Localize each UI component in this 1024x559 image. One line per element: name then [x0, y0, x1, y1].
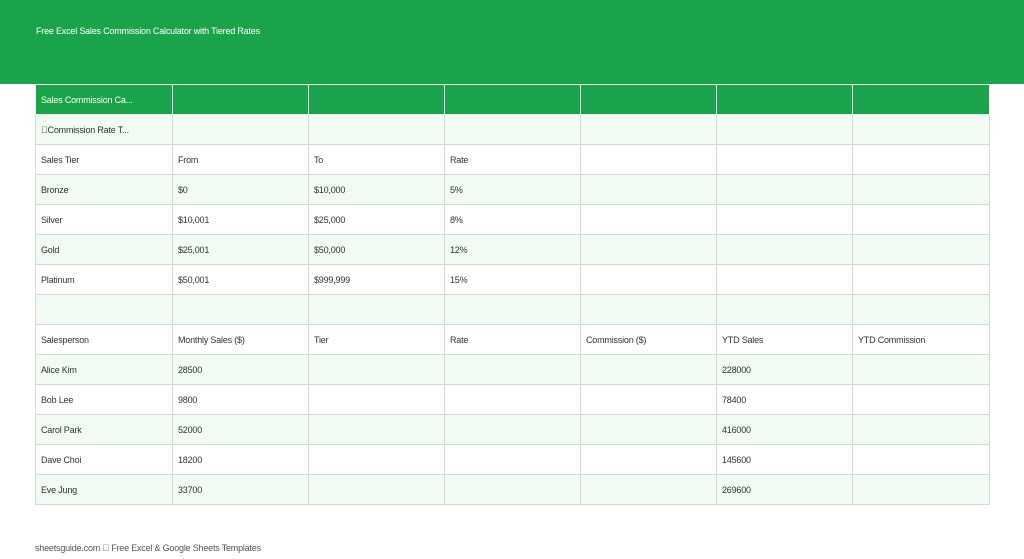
- sheet-cell[interactable]: 78400: [717, 385, 853, 415]
- sheet-row: [36, 475, 990, 505]
- sheet-cell[interactable]: [717, 265, 853, 295]
- sheet-cell[interactable]: Monthly Sales ($): [173, 325, 309, 355]
- sheet-cell[interactable]: $10,000: [309, 175, 445, 205]
- sheet-cell[interactable]: 8%: [445, 205, 581, 235]
- sheet-cell[interactable]: Bronze: [36, 175, 173, 205]
- sheet-cell[interactable]: 33700: [173, 475, 309, 505]
- sheet-cell[interactable]: 9800: [173, 385, 309, 415]
- sheet-cell[interactable]: [853, 415, 990, 445]
- sheet-cell[interactable]: [445, 85, 581, 115]
- sheet-cell[interactable]: 228000: [717, 355, 853, 385]
- sheet-cell[interactable]: [581, 145, 717, 175]
- page-title: Free Excel Sales Commission Calculator with Tiered Rates: [36, 26, 260, 36]
- sheet-row: [36, 235, 990, 265]
- sheet-body: [36, 85, 990, 505]
- sheet-cell[interactable]: Silver: [36, 205, 173, 235]
- sheet-cell[interactable]: [309, 355, 445, 385]
- sheet-cell[interactable]: Tier: [309, 325, 445, 355]
- sheet-cell[interactable]: [717, 205, 853, 235]
- sheet-row: [36, 205, 990, 235]
- sheet-cell[interactable]: [717, 295, 853, 325]
- title-banner: [0, 0, 1024, 84]
- sheet-cell[interactable]: [309, 85, 445, 115]
- sheet-cell[interactable]: Rate: [445, 145, 581, 175]
- sheet-row: [36, 265, 990, 295]
- sheet-cell[interactable]: Platinum: [36, 265, 173, 295]
- sheet-cell[interactable]: 5%: [445, 175, 581, 205]
- sheet-cell[interactable]: [717, 115, 853, 145]
- sheet-cell[interactable]:  Commission Rate T...: [36, 115, 173, 145]
- sheet-cell[interactable]: Carol Park: [36, 415, 173, 445]
- sheet-cell[interactable]: [581, 85, 717, 115]
- sheet-cell[interactable]: [445, 445, 581, 475]
- sheet-cell[interactable]: $999,999: [309, 265, 445, 295]
- sheet-cell[interactable]: [853, 205, 990, 235]
- sheet-cell[interactable]: Alice Kim: [36, 355, 173, 385]
- sheet-row: [36, 415, 990, 445]
- sheet-cell[interactable]: 12%: [445, 235, 581, 265]
- sheet-cell[interactable]: [717, 175, 853, 205]
- sheet-cell[interactable]: Rate: [445, 325, 581, 355]
- sheet-cell[interactable]: [717, 235, 853, 265]
- sheet-cell[interactable]: [581, 355, 717, 385]
- sheet-cell[interactable]: Gold: [36, 235, 173, 265]
- sheet-cell[interactable]: [36, 295, 173, 325]
- sheet-cell[interactable]: [853, 145, 990, 175]
- sheet-cell[interactable]: [309, 385, 445, 415]
- sheet-cell[interactable]: $25,001: [173, 235, 309, 265]
- sheet-cell[interactable]: Bob Lee: [36, 385, 173, 415]
- sheet-cell[interactable]: Sales Tier: [36, 145, 173, 175]
- sheet-header-row: [36, 85, 990, 115]
- sheet-cell[interactable]: 18200: [173, 445, 309, 475]
- sheet-cell[interactable]: [853, 385, 990, 415]
- sheet-cell[interactable]: YTD Sales: [717, 325, 853, 355]
- sheet-cell[interactable]: Salesperson: [36, 325, 173, 355]
- sheet-cell[interactable]: [853, 235, 990, 265]
- sheet-cell[interactable]: [309, 475, 445, 505]
- sheet-cell[interactable]: [853, 355, 990, 385]
- sheet-cell[interactable]: 15%: [445, 265, 581, 295]
- sheet-row: [36, 175, 990, 205]
- sheet-cell[interactable]: [581, 445, 717, 475]
- spreadsheet-grid: [35, 84, 990, 505]
- sheet-cell[interactable]: $25,000: [309, 205, 445, 235]
- sheet-cell[interactable]: [581, 385, 717, 415]
- sheet-row: [36, 355, 990, 385]
- sheet-cell[interactable]: 28500: [173, 355, 309, 385]
- sheet-cell[interactable]: [581, 415, 717, 445]
- sheet-cell[interactable]: [309, 115, 445, 145]
- sheet-cell[interactable]: Eve Jung: [36, 475, 173, 505]
- sheet-row: [36, 325, 990, 355]
- sheet-cell[interactable]: 52000: [173, 415, 309, 445]
- sheet-cell[interactable]: Commission ($): [581, 325, 717, 355]
- sheet-cell[interactable]: [445, 115, 581, 145]
- sheet-cell[interactable]: [445, 475, 581, 505]
- sheet-cell[interactable]: [853, 115, 990, 145]
- sheet-row: [36, 295, 990, 325]
- sheet-cell[interactable]: 145600: [717, 445, 853, 475]
- sheet-cell[interactable]: [853, 475, 990, 505]
- sheet-cell[interactable]: $50,001: [173, 265, 309, 295]
- sheet-cell[interactable]: [717, 145, 853, 175]
- sheet-cell[interactable]: [445, 295, 581, 325]
- sheet-cell[interactable]: 416000: [717, 415, 853, 445]
- sheet-cell[interactable]: $50,000: [309, 235, 445, 265]
- sheet-cell[interactable]: [581, 115, 717, 145]
- sheet-row: [36, 145, 990, 175]
- sheet-cell[interactable]: From: [173, 145, 309, 175]
- sheet-cell[interactable]: [173, 115, 309, 145]
- sheet-row: [36, 445, 990, 475]
- footer-credit: sheetsguide.com   Free Excel & Google Sheets Templates: [35, 543, 261, 553]
- sheet-cell[interactable]: [309, 295, 445, 325]
- sheet-row: [36, 385, 990, 415]
- sheet-cell[interactable]: [581, 295, 717, 325]
- sheet-cell[interactable]: [173, 295, 309, 325]
- sheet-cell[interactable]: Sales Commission Ca...: [36, 85, 173, 115]
- sheet-cell[interactable]: [581, 175, 717, 205]
- sheet-cell[interactable]: [173, 85, 309, 115]
- sheet-cell[interactable]: [445, 415, 581, 445]
- sheet-cell[interactable]: Dave Choi: [36, 445, 173, 475]
- sheet-cell[interactable]: $10,001: [173, 205, 309, 235]
- sheet-cell[interactable]: [581, 265, 717, 295]
- sheet-cell[interactable]: [717, 85, 853, 115]
- sheet-cell[interactable]: [853, 175, 990, 205]
- sheet-row: [36, 115, 990, 145]
- sheet-cell[interactable]: [853, 265, 990, 295]
- sheet-cell[interactable]: To: [309, 145, 445, 175]
- sheet-cell[interactable]: [309, 415, 445, 445]
- sheet-cell[interactable]: 269600: [717, 475, 853, 505]
- sheet-cell[interactable]: [581, 205, 717, 235]
- sheet-cell[interactable]: [853, 85, 990, 115]
- sheet-cell[interactable]: [853, 295, 990, 325]
- sheet-cell[interactable]: [581, 475, 717, 505]
- sheet-cell[interactable]: [445, 355, 581, 385]
- sheet-cell[interactable]: [309, 445, 445, 475]
- sheet-cell[interactable]: [853, 445, 990, 475]
- sheet-cell[interactable]: $0: [173, 175, 309, 205]
- sheet-cell[interactable]: [581, 235, 717, 265]
- sheet-cell[interactable]: [445, 385, 581, 415]
- sheet-cell[interactable]: YTD Commission: [853, 325, 990, 355]
